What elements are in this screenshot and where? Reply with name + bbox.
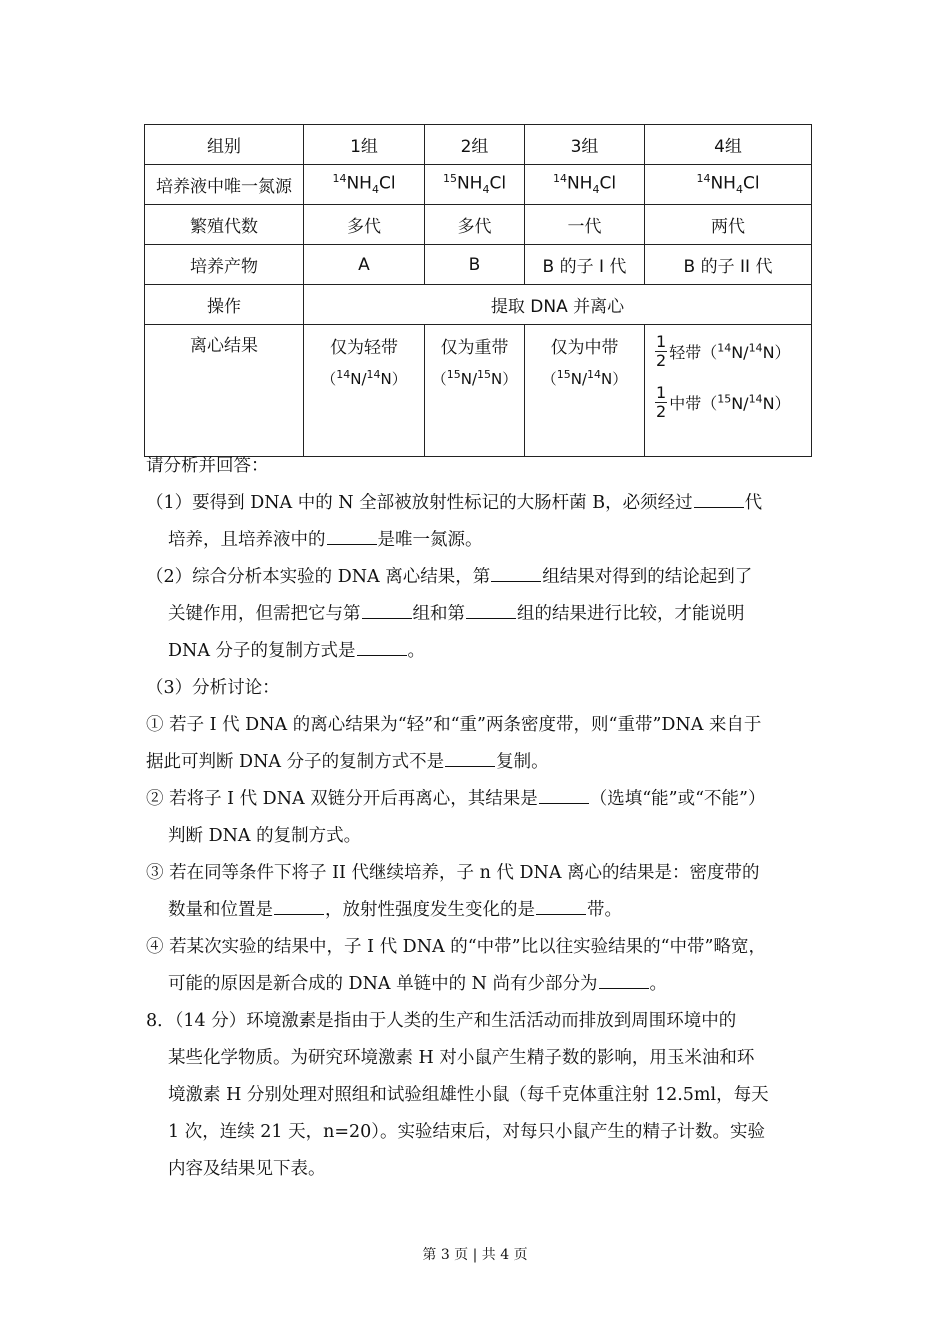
question-8-line-1: 8．（14 分）环境激素是指由于人类的生产和生活活动而排放到周围环境中的 <box>146 1011 737 1031</box>
question-8-line-5: 内容及结果见下表。 <box>168 1159 326 1179</box>
question-1-line-2: 培养，且培养液中的 是唯一氮源。 <box>168 526 483 551</box>
result-cell: 仅为轻带 （$^{14}$N/$^{14}$N） <box>304 325 425 457</box>
question-8-line-3: 境激素 H 分别处理对照组和试验组雄性小鼠（每千克体重注射 12.5ml，每天 <box>168 1085 769 1105</box>
nitrogen-cell: $^{14}NH_4Cl$ <box>645 165 812 205</box>
result-cell: 仅为中带 （$^{15}$N/$^{14}$N） <box>525 325 645 457</box>
row-label: 操作 <box>145 285 304 325</box>
question-3-4-line-1: ④ 若某次实验的结果中，子 I 代 DNA 的“中带”比以往实验结果的“中带”略宽， <box>146 937 766 957</box>
question-3-title: （3）分析讨论： <box>146 678 280 698</box>
answer-blank[interactable] <box>694 490 744 509</box>
answer-blank[interactable] <box>539 786 589 805</box>
table-cell: B 的子 I 代 <box>525 245 645 285</box>
question-8-line-4: 1 次，连续 21 天，n=20）。实验结束后，对每只小鼠产生的精子计数。实验 <box>168 1122 766 1142</box>
answer-blank[interactable] <box>536 897 586 916</box>
answer-blank[interactable] <box>362 601 412 620</box>
question-3-2-line-1: ② 若将子 I 代 DNA 双链分开后再离心，其结果是 （选填“能”或“不能”） <box>146 785 766 810</box>
row-label: 离心结果 <box>145 325 304 457</box>
answer-blank[interactable] <box>466 601 516 620</box>
row-label: 繁殖代数 <box>145 205 304 245</box>
row-label: 培养液中唯一氮源 <box>145 165 304 205</box>
question-3-1-line-2: 据此可判断 DNA 分子的复制方式不是 复制。 <box>146 748 549 773</box>
answer-blank[interactable] <box>327 527 377 546</box>
table-row-nitrogen <box>145 165 812 205</box>
table-cell: 多代 <box>425 205 525 245</box>
answer-blank[interactable] <box>445 749 495 768</box>
question-3-1-line-1: ① 若子 I 代 DNA 的离心结果为“轻”和“重”两条密度带，则“重带”DNA 来自于 <box>146 715 762 735</box>
table-cell: B <box>425 245 525 285</box>
row-label: 培养产物 <box>145 245 304 285</box>
header-cell: 2组 <box>425 125 525 165</box>
question-1-line-1: （1）要得到 DNA 中的 N 全部被放射性标记的大肠杆菌 B，必须经过 代 <box>146 489 762 514</box>
question-3-3-line-1: ③ 若在同等条件下将子 II 代继续培养，子 n 代 DNA 离心的结果是：密度带的 <box>146 863 760 883</box>
nitrogen-cell: $^{15}NH_4Cl$ <box>425 165 525 205</box>
table-row-result <box>145 325 812 457</box>
answer-blank[interactable] <box>274 897 324 916</box>
header-cell: 4组 <box>645 125 812 165</box>
header-cell: 组别 <box>145 125 304 165</box>
question-3-3-line-2: 数量和位置是 ，放射性强度发生变化的是 带。 <box>168 896 622 921</box>
table-cell: 多代 <box>304 205 425 245</box>
table-row-generations <box>145 205 812 245</box>
table-cell: B 的子 II 代 <box>645 245 812 285</box>
operation-cell: 提取 DNA 并离心 <box>304 285 812 325</box>
half-light-band: $\frac{1}{2}$ 轻带（$^{14}$N/$^{14}$N） <box>656 332 791 370</box>
fraction: $\frac{1}{2}$ <box>656 332 667 370</box>
question-2-line-1: （2）综合分析本实验的 DNA 离心结果，第 组结果对得到的结论起到了 <box>146 563 752 588</box>
nitrogen-cell: $^{14}NH_4Cl$ <box>304 165 425 205</box>
question-3-2-line-2: 判断 DNA 的复制方式。 <box>168 826 362 846</box>
answer-blank[interactable] <box>599 971 649 990</box>
fraction: $\frac{1}{2}$ <box>656 383 667 421</box>
result-cell-group4 <box>645 325 812 457</box>
table-row-product <box>145 245 812 285</box>
question-3-4-line-2: 可能的原因是新合成的 DNA 单链中的 N 尚有少部分为 。 <box>168 970 667 995</box>
page-footer: 第 3 页 | 共 4 页 <box>422 1247 528 1263</box>
answer-blank[interactable] <box>357 638 407 657</box>
intro-text: 请分析并回答： <box>146 456 269 476</box>
question-2-line-2: 关键作用，但需把它与第 组和第 组的结果进行比较，才能说明 <box>168 600 745 625</box>
table-cell: 一代 <box>525 205 645 245</box>
table-row-operation <box>145 285 812 325</box>
question-2-line-3: DNA 分子的复制方式是 。 <box>168 637 425 662</box>
table-cell: A <box>304 245 425 285</box>
header-cell: 3组 <box>525 125 645 165</box>
half-middle-band: $\frac{1}{2}$ 中带（$^{15}$N/$^{14}$N） <box>656 383 791 421</box>
header-cell: 1组 <box>304 125 425 165</box>
experiment-table <box>144 124 812 457</box>
result-cell: 仅为重带 （$^{15}$N/$^{15}$N） <box>425 325 525 457</box>
table-header-row <box>145 125 812 165</box>
nitrogen-cell: $^{14}NH_4Cl$ <box>525 165 645 205</box>
question-8-line-2: 某些化学物质。为研究环境激素 H 对小鼠产生精子数的影响，用玉米油和环 <box>168 1048 755 1068</box>
answer-blank[interactable] <box>491 564 541 583</box>
table-cell: 两代 <box>645 205 812 245</box>
